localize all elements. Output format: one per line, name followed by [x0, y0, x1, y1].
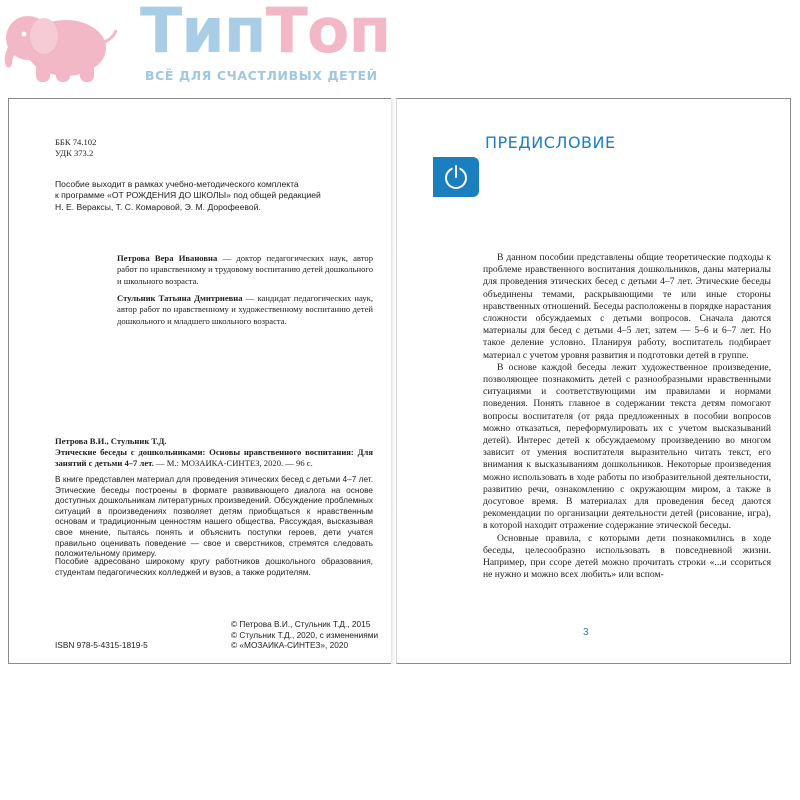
bbk-code: ББК 74.102 — [55, 137, 97, 147]
series-note-line: Пособие выходит в рамках учебно-методического комплекта — [55, 179, 299, 189]
page-title: ПРЕДИСЛОВИЕ — [485, 133, 616, 152]
copyright-block — [231, 619, 378, 651]
copyright-line: © Петрова В.И., Стульник Т.Д., 2015 — [231, 619, 371, 629]
shop-logo — [0, 0, 800, 92]
biblio-publisher: — М.: МОЗАИКА-СИНТЕЗ, 2020. — 96 с. — [153, 457, 313, 468]
brand-name — [140, 0, 390, 68]
paragraph: В основе каждой беседы лежит художественное произведение, позволяющее познакомить детей с разнообразными нравственными ситуациями и соответствующими им правилами и нормами поведения. Понять главное в содержании текста детям помогают вопросы воспитателя (от ряда предложенных в пособии вопросов можно отказаться, переформулировать их с учетом высказываний детей). Интерес детей к обсуждаемому произведению во многом зависит от умения воспитателя выразительно читать текст, его внимания к высказываниям дошкольников. Некоторые произведения можно использовать в ходе работы по изобразительной деятельности, развитию речи, ознакомлению с окружающим миром, а также в досуговое время. В материалах для проведения бесед даются рекомендации по организации деятельности детей (рисование, игра), в которой находит отражение содержание этической беседы. — [483, 361, 771, 532]
brand-part-top: Топ — [265, 0, 391, 67]
preface-text — [483, 252, 771, 581]
brand-part-tip: Тип — [140, 0, 266, 67]
series-note-line: к программе «ОТ РОЖДЕНИЯ ДО ШКОЛЫ» под общей редакцией — [55, 190, 321, 201]
copyright-line: © Стульник Т.Д., 2020, с изменениями — [231, 629, 379, 640]
biblio-title: Этические беседы с дошкольниками: Основы нравственного воспитания: Для занятий с детьми 4–7 лет. — [55, 446, 373, 468]
classification-codes — [55, 137, 96, 160]
paragraph: Основные правила, с которыми дети познакомились в ходе беседы, целесообразно использовать в повседневной жизни. Например, при ссоре детей можно прочитать строки «...и ссориться не нужно и можно всех любить» или вспом- — [483, 532, 771, 581]
audience-note: Пособие адресовано широкому кругу работников дошкольного образования, студентам педагогических колледжей и вузов, а также родителям. — [55, 556, 373, 577]
author-description: — доктор педагогических наук, автор работ по нравственному и трудовому воспитанию детей дошкольного и школьного возраста. — [117, 253, 373, 286]
series-note-line: Н. Е. Вераксы, Т. С. Комаровой, Э. М. Дорофеевой. — [55, 201, 261, 212]
author-name: Стульник Татьяна Дмитриевна — [117, 293, 243, 303]
brand-tagline: ВСЁ ДЛЯ СЧАСТЛИВЫХ ДЕТЕЙ — [145, 68, 378, 83]
left-page — [8, 98, 394, 664]
author-name: Петрова Вера Ивановна — [117, 253, 218, 263]
biblio-authors: Петрова В.И., Стульник Т.Д. — [55, 436, 167, 446]
book-abstract: В книге представлен материал для проведения этических бесед с детьми 4–7 лет. Этические беседы построены в формате развивающего диалога на основе доступных дошкольникам литературных произведений. Обсуждение проблемных ситуаций в произведениях позволяет детям приобщаться к нравственным основам и традиционным ценностям нашего общества. Рассуждая, высказывая свое мнение, пытаясь понять и объяснить поступки героев, дети учатся правильно оценивать поведение — свое и сверстников, стремятся следовать положительному примеру. — [55, 474, 373, 559]
page-number: 3 — [583, 627, 589, 638]
udk-code: УДК 373.2 — [55, 148, 94, 159]
author-bio — [117, 293, 373, 327]
power-icon — [443, 164, 469, 190]
author-description: — кандидат педагогических наук, автор работ по нравственному и художественному воспитанию детей дошкольного и младшего школьного возраста. — [117, 293, 373, 326]
series-note — [55, 179, 355, 213]
bibliographic-record — [55, 436, 373, 468]
chapter-badge — [433, 157, 479, 197]
isbn: ISBN 978-5-4315-1819-5 — [55, 640, 148, 650]
copyright-line: © «МОЗАИКА-СИНТЕЗ», 2020 — [231, 640, 349, 651]
author-bio — [117, 253, 373, 287]
right-page — [396, 98, 791, 664]
biblio-title-line — [55, 447, 373, 469]
elephant-icon — [0, 4, 122, 84]
paragraph: В данном пособии представлены общие теоретические подходы к проблеме нравственного воспитания дошкольников, даны материалы для проведения этических бесед с детьми 4–7 лет. Этические беседы объединены темами, раскрывающими те или иные стороны нравственных отношений. Беседы расположены в порядке нарастания сложности обсуждаемых с детьми вопросов. Сначала даются материалы для бесед с детьми 4–5 лет, затем — 5–6 и 6–7 лет. Но такое деление условно. Планируя работу, воспитатель подбирает материал с учетом уровня развития и подготовки детей в группе. — [483, 252, 771, 361]
